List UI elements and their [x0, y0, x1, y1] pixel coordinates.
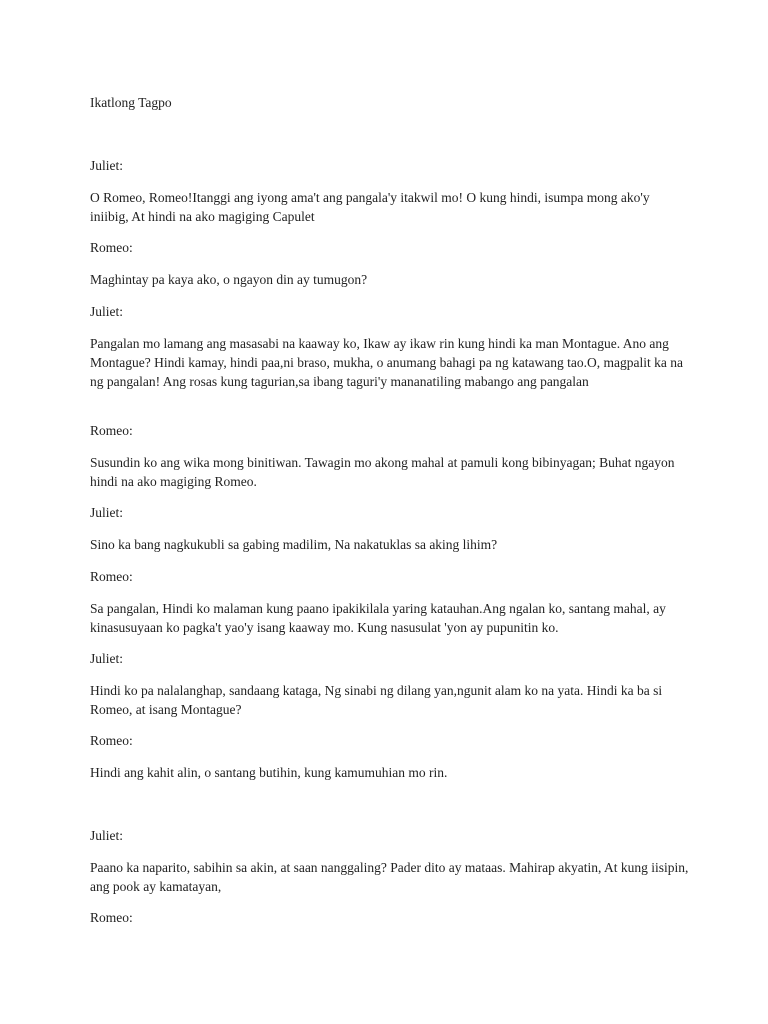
dialogue-line: Susundin ko ang wika mong binitiwan. Tawagin mo akong mahal at pamuli kong bibinyagan; Buhat ngayon hindi na ako magiging Romeo. [90, 455, 675, 489]
document-title: Ikatlong Tagpo [90, 95, 172, 110]
speaker-label: Juliet: [90, 158, 123, 173]
speaker-label: Romeo: [90, 910, 133, 925]
speaker-label: Romeo: [90, 733, 133, 748]
speaker-label: Juliet: [90, 505, 123, 520]
dialogue-line: Sa pangalan, Hindi ko malaman kung paano ipakikilala yaring katauhan.Ang ngalan ko, santang mahal, ay kinasusuyaan ko pagka't yao'y isang kaaway mo. Kung nasusulat 'yon ay pupunitin ko. [90, 601, 666, 635]
dialogue-line: Hindi ang kahit alin, o santang butihin, kung kamumuhian mo rin. [90, 765, 448, 780]
speaker-label: Romeo: [90, 569, 133, 584]
speaker-label: Romeo: [90, 240, 133, 255]
dialogue-line: Hindi ko pa nalalanghap, sandaang kataga, Ng sinabi ng dilang yan,ngunit alam ko na yata. Hindi ka ba si Romeo, at isang Montague? [90, 683, 663, 717]
speaker-label: Juliet: [90, 651, 123, 666]
dialogue-line: Sino ka bang nagkukubli sa gabing madilim, Na nakatuklas sa aking lihim? [90, 537, 498, 552]
dialogue-line: Paano ka naparito, sabihin sa akin, at saan nanggaling? Pader dito ay mataas. Mahirap akyatin, At kung iisipin, ang pook ay kamatayan, [90, 860, 689, 894]
speaker-label: Romeo: [90, 423, 133, 438]
dialogue-line: Pangalan mo lamang ang masasabi na kaaway ko, Ikaw ay ikaw rin kung hindi ka man Montague. Ano ang Montague? Hindi kamay, hindi paa,ni braso, mukha, o anumang bahagi pa ng katawang tao.O, magpalit ka na ng pangalan! Ang rosas kung tagurian,sa ibang taguri'y mananatiling mabango ang pangalan [90, 336, 683, 389]
dialogue-line: O Romeo, Romeo!Itanggi ang iyong ama't ang pangala'y itakwil mo! O kung hindi, isumpa mong ako'y iniibig, At hindi na ako magiging Capulet [90, 190, 650, 224]
speaker-label: Juliet: [90, 304, 123, 319]
dialogue-line: Maghintay pa kaya ako, o ngayon din ay tumugon? [90, 272, 368, 287]
speaker-label: Juliet: [90, 828, 123, 843]
